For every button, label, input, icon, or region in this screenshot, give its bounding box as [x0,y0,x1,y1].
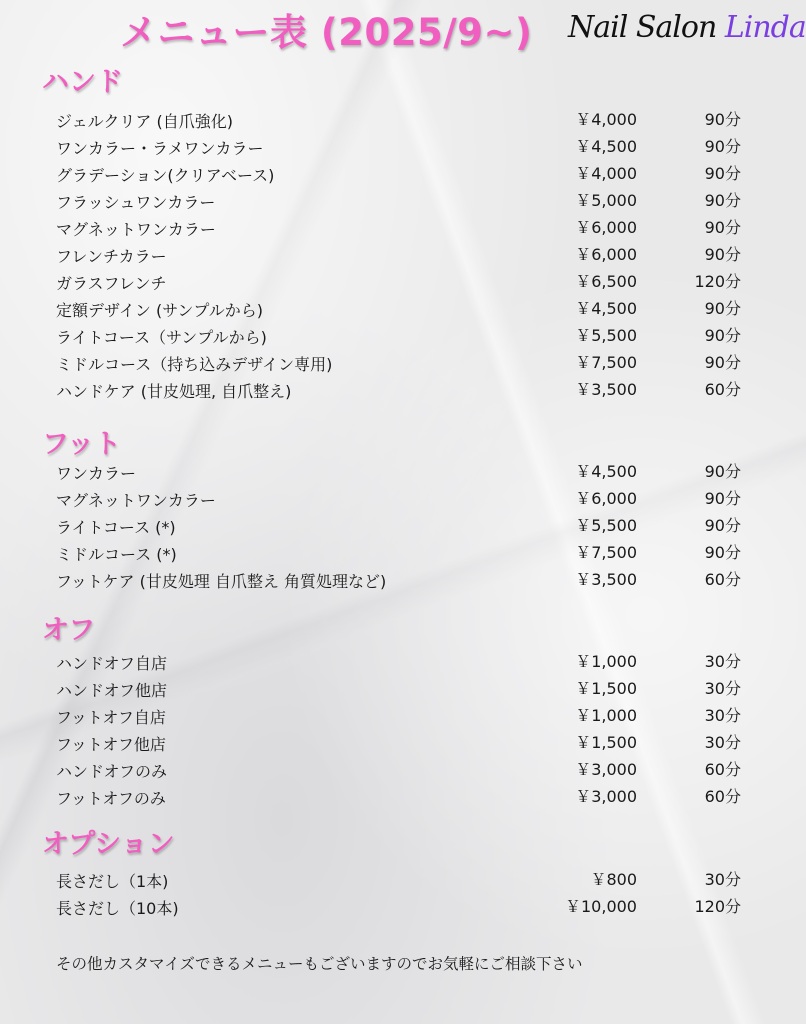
menu-row [56,460,741,487]
menu-item-duration: 120分 [694,897,741,916]
menu-item-duration: 60分 [704,380,741,399]
menu-item-duration: 60分 [704,760,741,779]
menu-item-price: ￥6,500 [575,272,637,291]
menu-item-name: グラデーション(クリアベース) [56,166,275,185]
menu-item-name: マグネットワンカラー [56,220,216,239]
menu-item-price: ￥7,500 [575,353,637,372]
foot-menu-list [56,460,741,595]
menu-row [56,568,741,595]
menu-row [56,378,741,405]
menu-item-price: ￥4,500 [575,299,637,318]
menu-row [56,108,741,135]
menu-item-name: フットケア (甘皮処理 自爪整え 角質処理など) [56,572,387,591]
menu-row [56,541,741,568]
menu-item-duration: 60分 [704,570,741,589]
menu-item-duration: 90分 [704,353,741,372]
menu-item-name: ライトコース（サンプルから) [56,328,267,347]
menu-row [56,216,741,243]
menu-row [56,297,741,324]
section-title-hand: ハンド [42,67,123,98]
menu-item-duration: 30分 [704,652,741,671]
menu-item-duration: 90分 [704,191,741,210]
brand-logo [568,10,806,45]
menu-item-price: ￥4,500 [575,137,637,156]
menu-item-name: ジェルクリア (自爪強化) [56,112,233,131]
menu-row [56,162,741,189]
menu-item-price: ￥1,000 [575,652,637,671]
menu-row [56,731,741,758]
brand-name: Nail Salon [568,10,725,45]
page-title: メニュー表 (2025/9~) [120,11,533,54]
menu-item-duration: 60分 [704,787,741,806]
menu-item-price: ￥3,500 [575,380,637,399]
menu-item-name: ワンカラー・ラメワンカラー [56,139,264,158]
menu-item-duration: 90分 [704,326,741,345]
menu-item-price: ￥4,500 [575,462,637,481]
menu-row [56,785,741,812]
menu-item-price: ￥5,500 [575,516,637,535]
menu-item-price: ￥5,000 [575,191,637,210]
menu-item-duration: 90分 [704,245,741,264]
menu-row [56,324,741,351]
menu-item-price: ￥3,000 [575,787,637,806]
menu-item-duration: 90分 [704,489,741,508]
menu-item-name: 長さだし（10本) [56,899,179,918]
menu-item-price: ￥7,500 [575,543,637,562]
menu-item-name: ガラスフレンチ [56,274,167,293]
menu-item-name: ハンドオフ他店 [56,681,168,700]
brand-name-accent: Linda [724,10,806,45]
menu-item-name: ワンカラー [56,464,137,483]
menu-item-duration: 90分 [704,462,741,481]
menu-item-duration: 90分 [704,543,741,562]
menu-item-duration: 90分 [704,137,741,156]
menu-item-name: フットオフのみ [56,789,166,808]
menu-item-price: ￥3,000 [575,760,637,779]
menu-item-duration: 30分 [704,706,741,725]
off-menu-list [56,650,741,812]
menu-item-name: ミドルコース（持ち込みデザイン専用) [56,355,333,374]
menu-item-duration: 30分 [704,679,741,698]
menu-item-price: ￥1,500 [575,679,637,698]
menu-row [56,677,741,704]
menu-item-price: ￥800 [590,870,637,889]
menu-item-duration: 120分 [694,272,741,291]
section-title-foot: フット [42,429,122,460]
section-title-option: オプション [42,829,175,860]
menu-item-name: ハンドオフ自店 [56,654,168,673]
menu-row [56,514,741,541]
menu-item-name: 定額デザイン (サンプルから) [56,301,264,320]
menu-item-duration: 30分 [704,733,741,752]
menu-row [56,487,741,514]
menu-item-price: ￥5,500 [575,326,637,345]
menu-item-duration: 90分 [704,516,741,535]
menu-row [56,650,741,677]
menu-item-name: ミドルコース (*) [56,545,177,564]
menu-item-name: ハンドオフのみ [56,762,168,781]
menu-item-price: ￥4,000 [575,110,637,129]
menu-item-name: 長さだし（1本) [56,872,169,891]
menu-item-duration: 30分 [704,870,741,889]
menu-item-price: ￥10,000 [565,897,637,916]
menu-row [56,704,741,731]
menu-row [56,895,741,922]
menu-item-name: フットオフ他店 [56,735,166,754]
menu-item-price: ￥3,500 [575,570,637,589]
menu-row [56,135,741,162]
hand-menu-list [56,108,741,405]
menu-row [56,243,741,270]
menu-item-name: フットオフ自店 [56,708,166,727]
menu-item-price: ￥4,000 [575,164,637,183]
menu-item-name: ライトコース (*) [56,518,176,537]
menu-item-price: ￥1,500 [575,733,637,752]
footer-note: その他カスタマイズできるメニューもございますのでお気軽にご相談下さい [56,955,583,973]
menu-row [56,868,741,895]
menu-item-duration: 90分 [704,164,741,183]
menu-item-price: ￥6,000 [575,245,637,264]
menu-item-name: ハンドケア (甘皮処理, 自爪整え) [56,382,292,401]
menu-item-price: ￥6,000 [575,489,637,508]
menu-row [56,351,741,378]
menu-item-duration: 90分 [704,299,741,318]
menu-item-name: フラッシュワンカラー [56,193,216,212]
menu-row [56,758,741,785]
section-title-off: オフ [42,615,96,646]
menu-item-name: フレンチカラー [56,247,167,266]
menu-item-duration: 90分 [704,218,741,237]
menu-row [56,270,741,297]
menu-item-price: ￥1,000 [575,706,637,725]
menu-item-duration: 90分 [704,110,741,129]
menu-item-price: ￥6,000 [575,218,637,237]
menu-item-name: マグネットワンカラー [56,491,216,510]
option-menu-list [56,868,741,922]
menu-row [56,189,741,216]
